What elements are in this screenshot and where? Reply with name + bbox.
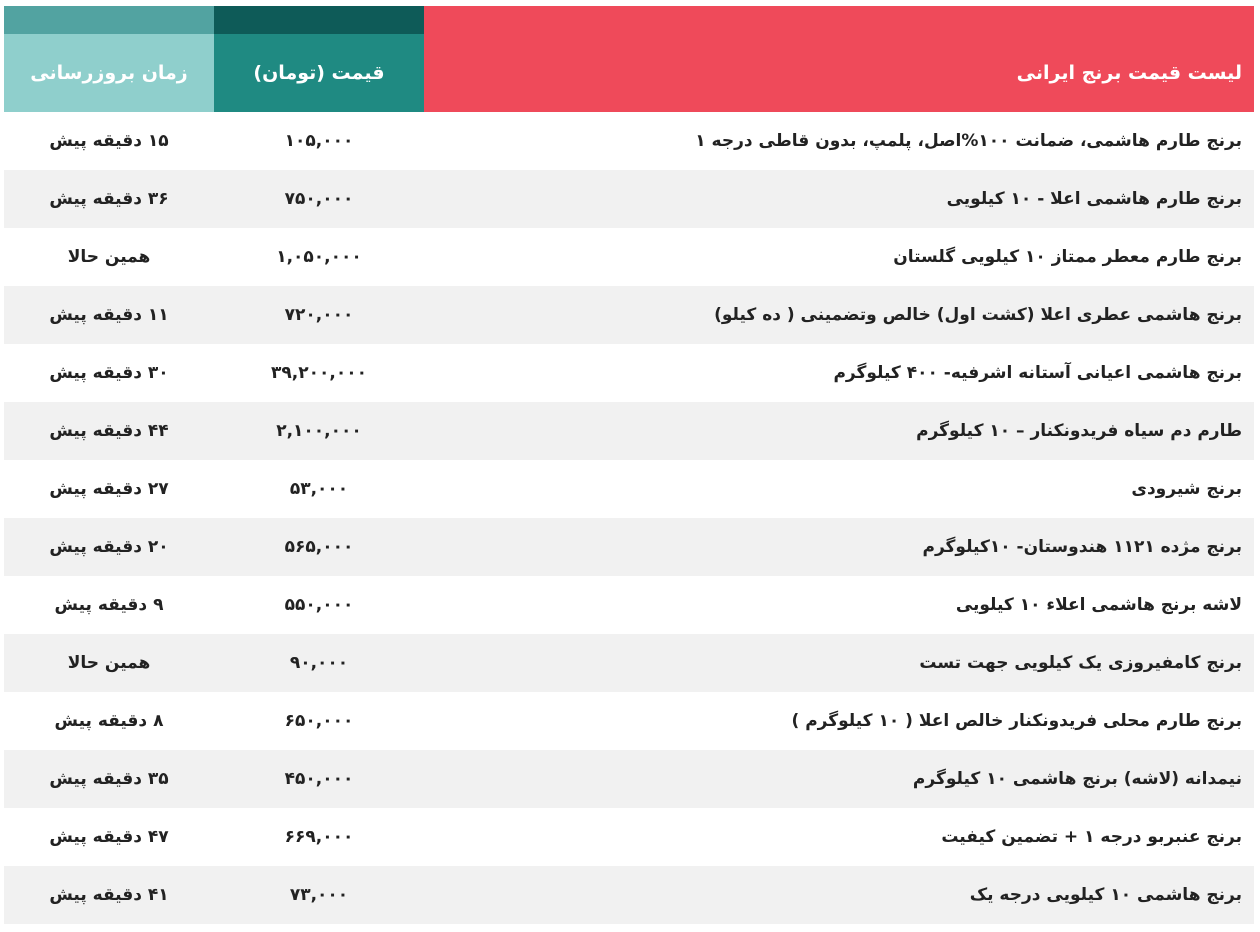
- price-cell: ۵۵۰,۰۰۰: [284, 595, 354, 615]
- table-row: [4, 692, 1254, 750]
- update-time-cell: همین حالا: [67, 653, 151, 673]
- update-time-cell: ۱۱ دقیقه پیش: [49, 305, 169, 325]
- price-cell: ۱,۰۵۰,۰۰۰: [276, 247, 362, 267]
- product-name-cell[interactable]: برنج هاشمی اعیانی آستانه اشرفیه- ۴۰۰ کیلوگرم: [833, 363, 1242, 383]
- table-row: [4, 750, 1254, 808]
- table-row: [4, 170, 1254, 228]
- product-name-cell[interactable]: برنج مژده ۱۱۲۱ هندوستان- ۱۰کیلوگرم: [922, 537, 1242, 557]
- table-row: [4, 460, 1254, 518]
- price-cell: ۶۶۹,۰۰۰: [284, 827, 354, 847]
- table-row: [4, 866, 1254, 924]
- product-name-cell[interactable]: برنج کامفیروزی یک کیلویی جهت تست: [919, 653, 1242, 673]
- product-name-cell[interactable]: لاشه برنج هاشمی اعلاء ۱۰ کیلویی: [955, 595, 1242, 615]
- table-row: [4, 112, 1254, 170]
- table-title: لیست قیمت برنج ایرانی: [424, 34, 1254, 112]
- product-name-cell[interactable]: برنج عنبربو درجه ۱ + تضمین کیفیت: [941, 827, 1242, 847]
- update-time-cell: ۳۶ دقیقه پیش: [49, 189, 169, 209]
- update-time-cell: ۹ دقیقه پیش: [54, 595, 164, 615]
- update-time-cell: ۴۴ دقیقه پیش: [49, 421, 169, 441]
- table-row: [4, 344, 1254, 402]
- product-name-cell[interactable]: برنج طارم هاشمی اعلا - ۱۰ کیلویی: [946, 189, 1242, 209]
- update-time-cell: همین حالا: [67, 247, 151, 267]
- price-cell: ۲,۱۰۰,۰۰۰: [276, 421, 362, 441]
- price-column-header: قیمت (تومان): [214, 34, 424, 112]
- price-cell: ۵۶۵,۰۰۰: [284, 537, 354, 557]
- product-name-cell[interactable]: برنج هاشمی عطری اعلا (کشت اول) خالص وتضمینی ( ده کیلو): [714, 305, 1242, 325]
- price-cell: ۶۵۰,۰۰۰: [284, 711, 354, 731]
- product-name-cell[interactable]: برنج هاشمی ۱۰ کیلویی درجه یک: [969, 885, 1242, 905]
- price-table-body: [4, 112, 1254, 924]
- update-time-cell: ۲۰ دقیقه پیش: [49, 537, 169, 557]
- title-header-strip: [424, 6, 1254, 34]
- product-name-cell[interactable]: برنج شیرودی: [1131, 479, 1242, 499]
- update-time-cell: ۸ دقیقه پیش: [54, 711, 164, 731]
- price-cell: ۷۵۰,۰۰۰: [284, 189, 354, 209]
- product-name-cell[interactable]: طارم دم سیاه فریدونکنار – ۱۰ کیلوگرم: [916, 421, 1242, 441]
- table-row: [4, 228, 1254, 286]
- table-row: [4, 576, 1254, 634]
- table-row: [4, 808, 1254, 866]
- price-cell: ۷۲۰,۰۰۰: [284, 305, 354, 325]
- update-time-cell: ۳۵ دقیقه پیش: [49, 769, 169, 789]
- table-row: [4, 402, 1254, 460]
- price-header-strip: [214, 6, 424, 34]
- update-time-cell: ۱۵ دقیقه پیش: [49, 131, 169, 151]
- time-column-header: زمان بروزرسانی: [4, 34, 214, 112]
- product-name-cell[interactable]: نیمدانه (لاشه) برنج هاشمی ۱۰ کیلوگرم: [912, 769, 1242, 789]
- price-cell: ۹۰,۰۰۰: [289, 653, 349, 673]
- table-row: [4, 286, 1254, 344]
- price-cell: ۵۳,۰۰۰: [289, 479, 349, 499]
- price-cell: ۴۵۰,۰۰۰: [284, 769, 354, 789]
- price-cell: ۳۹,۲۰۰,۰۰۰: [271, 363, 367, 383]
- update-time-cell: ۴۱ دقیقه پیش: [49, 885, 169, 905]
- product-name-cell[interactable]: برنج طارم معطر ممتاز ۱۰ کیلویی گلستان: [893, 247, 1242, 267]
- update-time-cell: ۳۰ دقیقه پیش: [49, 363, 169, 383]
- product-name-cell[interactable]: برنج طارم هاشمی، ضمانت ۱۰۰%اصل، پلمپ، بدون قاطی درجه ۱: [695, 131, 1242, 151]
- time-header-strip: [4, 6, 214, 34]
- product-name-cell[interactable]: برنج طارم محلی فریدونکنار خالص اعلا ( ۱۰ کیلوگرم ): [791, 711, 1242, 731]
- update-time-cell: ۴۷ دقیقه پیش: [49, 827, 169, 847]
- update-time-cell: ۲۷ دقیقه پیش: [49, 479, 169, 499]
- table-row: [4, 634, 1254, 692]
- price-cell: ۱۰۵,۰۰۰: [284, 131, 354, 151]
- table-row: [4, 518, 1254, 576]
- price-cell: ۷۳,۰۰۰: [289, 885, 349, 905]
